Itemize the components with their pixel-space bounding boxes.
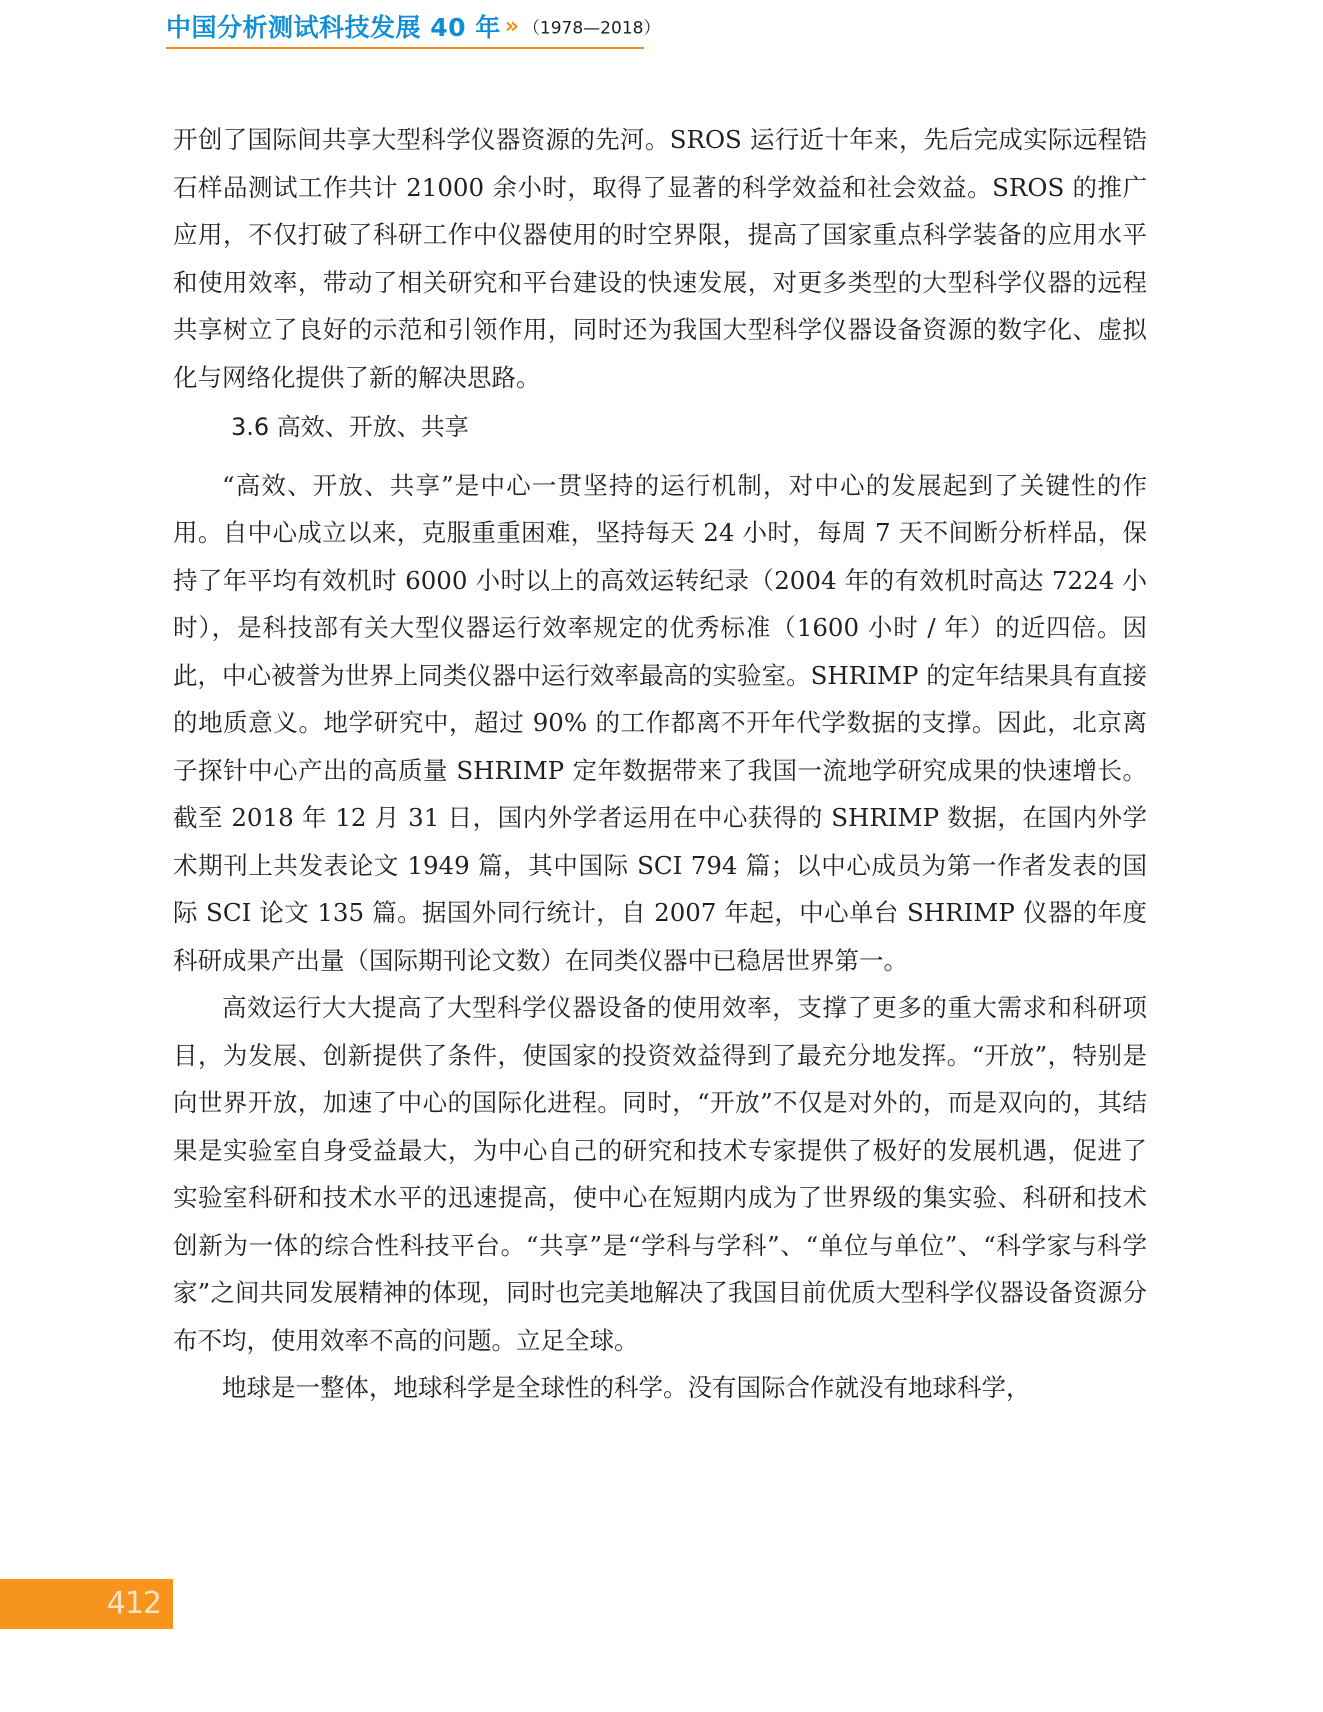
year-range: （1978—2018） [522,18,661,39]
paragraph-efficiency: “高效、开放、共享”是中心一贯坚持的运行机制，对中心的发展起到了关键性的作用。自中心成立以来，克服重重困难，坚持每天 24 小时，每周 7 天不间断分析样品，保持了年平均有效机时 6000 小时以上的高效运转纪录（2004 年的有效机时高达 7224 小时），是科技部有关大型仪器运行效率规定的优秀标准（1600 小时 / 年）的近四倍。因此，中心被誉为世界上同类仪器中运行效率最高的实验室。SHRIMP 的定年结果具有直接的地质意义。地学研究中，超过 90% 的工作都离不开年代学数据的支撑。因此，北京离子探针中心产出的高质量 SHRIMP 定年数据带来了我国一流地学研究成果的快速增长。截至 2018 年 12 月 31 日，国内外学者运用在中心获得的 SHRIMP 数据，在国内外学术期刊上共发表论文 1949 篇，其中国际 SCI 794 篇；以中心成员为第一作者发表的国际 SCI 论文 135 篇。据国外同行统计，自 2007 年起，中心单台 SHRIMP 仪器的年度科研成果产出量（国际期刊论文数）在同类仪器中已稳居世界第一。 [173,470,1147,975]
section-heading: 3.6 高效、开放、共享 [231,413,469,441]
page-body [173,116,1147,1412]
paragraph-global: 地球是一整体，地球科学是全球性的科学。没有国际合作就没有地球科学， [222,1373,1031,1402]
running-header [166,8,660,52]
book-title: 中国分析测试科技发展 40 年 [166,13,501,42]
double-chevron-icon: » [504,13,519,39]
page-number-tab [0,1579,173,1629]
paragraph-continued: 开创了国际间共享大型科学仪器资源的先河。SROS 运行近十年来，先后完成实际远程锆石样品测试工作共计 21000 余小时，取得了显著的科学效益和社会效益。SROS 的推广应用，不仅打破了科研工作中仪器使用的时空界限，提高了国家重点科学装备的应用水平和使用效率，带动了相关研究和平台建设的快速发展，对更多类型的大型科学仪器的远程共享树立了良好的示范和引领作用，同时还为我国大型科学仪器设备资源的数字化、虚拟化与网络化提供了新的解决思路。 [173,125,1147,392]
page-number: 412 [106,1586,161,1621]
header-rule [166,47,644,49]
paragraph-openness: 高效运行大大提高了大型科学仪器设备的使用效率，支撑了更多的重大需求和科研项目，为发展、创新提供了条件，使国家的投资效益得到了最充分地发挥。“开放”，特别是向世界开放，加速了中心的国际化进程。同时，“开放”不仅是对外的，而是双向的，其结果是实验室自身受益最大，为中心自己的研究和技术专家提供了极好的发展机遇，促进了实验室科研和技术水平的迅速提高，使中心在短期内成为了世界级的集实验、科研和技术创新为一体的综合性科技平台。“共享”是“学科与学科”、“单位与单位”、“科学家与科学家”之间共同发展精神的体现，同时也完美地解决了我国目前优质大型科学仪器设备资源分布不均，使用效率不高的问题。立足全球。 [173,993,1147,1355]
